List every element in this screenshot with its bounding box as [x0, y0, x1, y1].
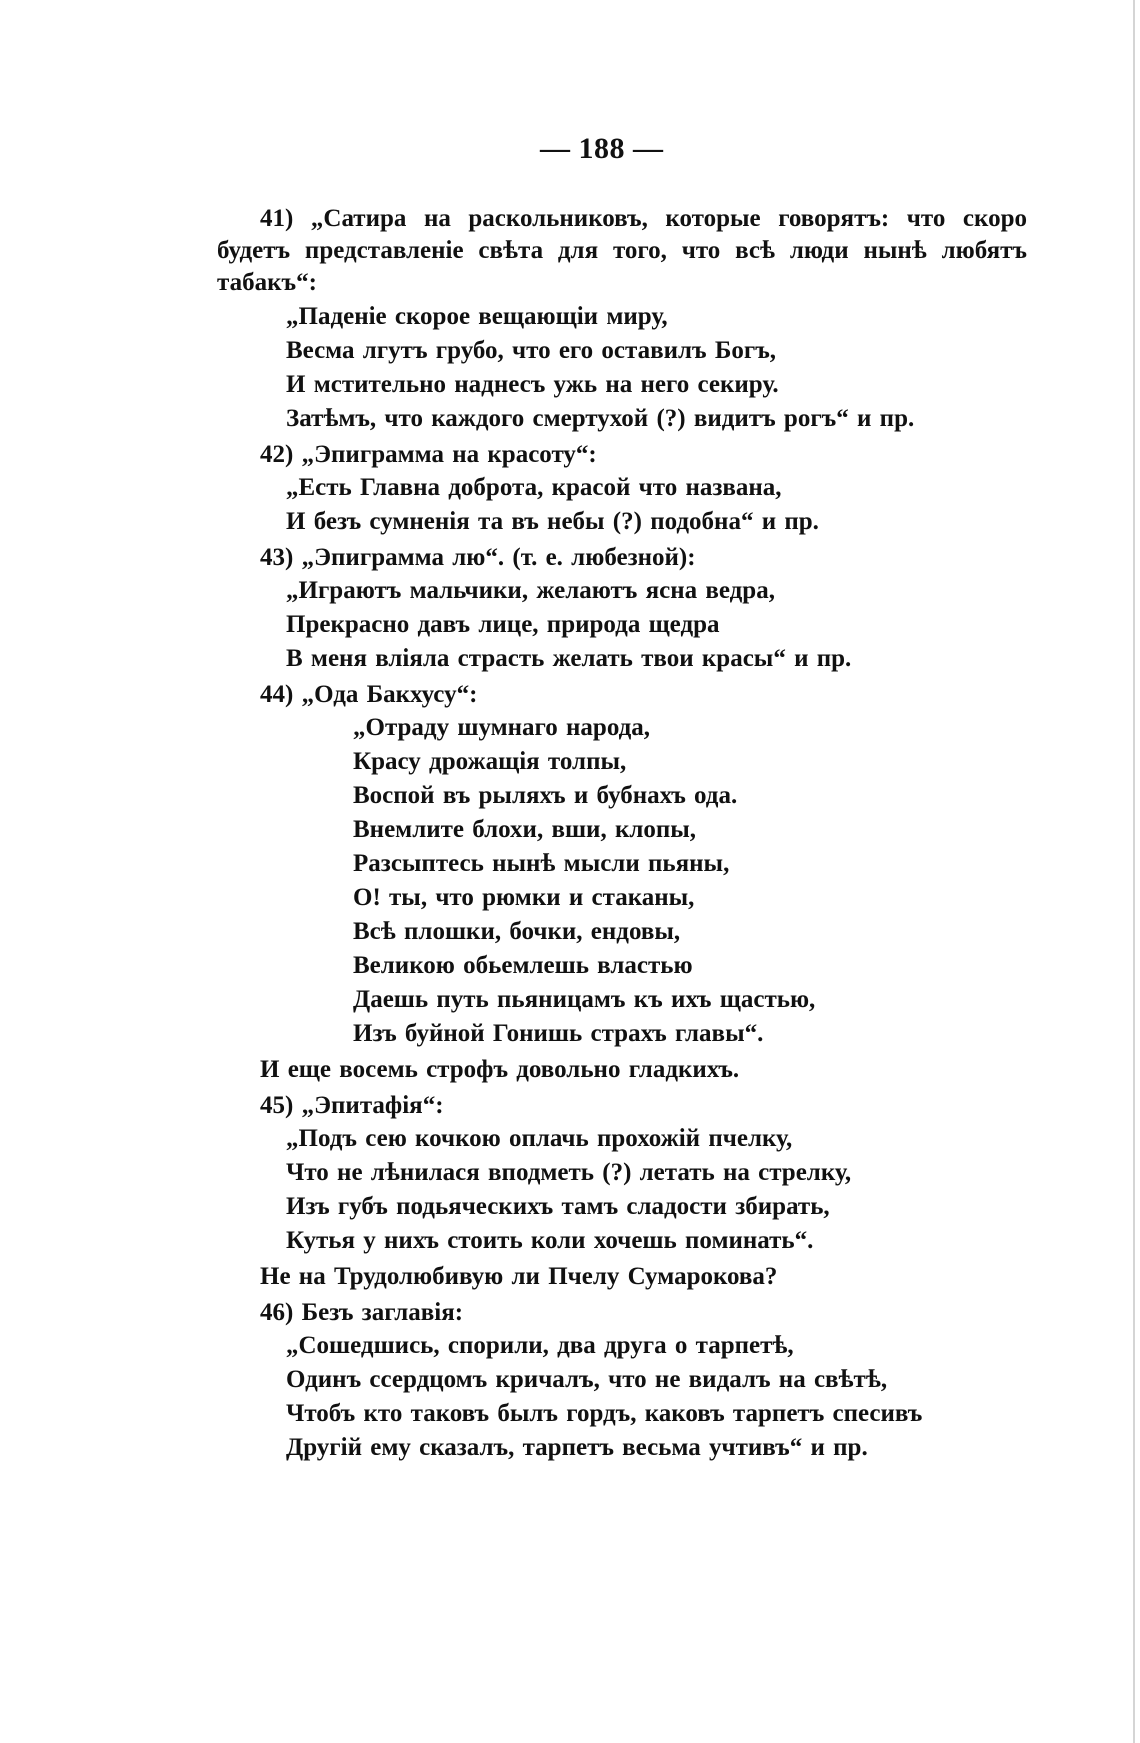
- verse-41-line-1: „Паденіе скорое вещающіи миру,: [286, 303, 668, 330]
- verse-45-line-2: Что не лѣнилася вподметь (?) летать на стрелку,: [286, 1159, 852, 1186]
- entry-44-comment: И еще восемь строфъ довольно гладкихъ.: [260, 1056, 740, 1083]
- page-number: — 188 —: [540, 132, 664, 165]
- entry-44-heading: 44) „Ода Бакхусу“:: [260, 681, 478, 708]
- verse-44-line-5: Разсыптесь нынѣ мысли пьяны,: [353, 850, 730, 877]
- verse-44-line-6: О! ты, что рюмки и стаканы,: [353, 884, 695, 911]
- entry-41-line-2: будетъ представленіе свѣта для того, что всѣ люди нынѣ любятъ: [217, 237, 1027, 264]
- verse-41-line-3: И мстительно наднесъ ужь на него секиру.: [286, 371, 779, 398]
- verse-46-line-3: Чтобъ кто таковъ былъ гордъ, каковъ тарпетъ спесивъ: [286, 1400, 923, 1427]
- verse-41-line-4: Затѣмъ, что каждого смертухой (?) видитъ рогъ“ и пр.: [286, 405, 915, 432]
- verse-44-line-2: Красу дрожащія толпы,: [353, 748, 627, 775]
- entry-42-heading: 42) „Эпиграмма на красоту“:: [260, 441, 597, 468]
- entry-45-comment: Не на Трудолюбивую ли Пчелу Сумарокова?: [260, 1263, 778, 1290]
- entry-41-line-3: табакъ“:: [217, 269, 317, 296]
- verse-44-line-3: Воспой въ рыляхъ и бубнахъ ода.: [353, 782, 738, 809]
- verse-44-line-10: Изъ буйной Гонишь страхъ главы“.: [353, 1020, 764, 1047]
- verse-45-line-4: Кутья у нихъ стоить коли хочешь поминать“.: [286, 1227, 814, 1254]
- verse-45-line-3: Изъ губъ подьяческихъ тамъ сладости збирать,: [286, 1193, 830, 1220]
- verse-44-line-1: „Отраду шумнаго народа,: [353, 714, 651, 741]
- verse-44-line-8: Великою обьемлешь властью: [353, 952, 693, 979]
- verse-43-line-1: „Играютъ мальчики, желаютъ ясна ведра,: [286, 577, 775, 604]
- verse-44-line-9: Даешь путь пьяницамъ къ ихъ щастью,: [353, 986, 816, 1013]
- verse-46-line-1: „Сошедшись, спорили, два друга о тарпетѣ,: [286, 1332, 794, 1359]
- verse-43-line-2: Прекрасно давъ лице, природа щедра: [286, 611, 720, 638]
- page-edge-line: [1133, 0, 1135, 1743]
- verse-42-line-1: „Есть Главна доброта, красой что названа,: [286, 474, 782, 501]
- verse-46-line-2: Одинъ ссердцомъ кричалъ, что не видалъ на свѣтѣ,: [286, 1366, 888, 1393]
- verse-41-line-2: Весма лгутъ грубо, что его оставилъ Богъ,: [286, 337, 777, 364]
- verse-46-line-4: Другій ему сказалъ, тарпетъ весьма учтивъ“ и пр.: [286, 1434, 868, 1461]
- verse-44-line-7: Всѣ плошки, бочки, ендовы,: [353, 918, 681, 945]
- entry-41-line-1: 41) „Сатира на раскольниковъ, которые говорятъ: что скоро: [260, 205, 1027, 232]
- verse-43-line-3: В меня вліяла страсть желать твои красы“ и пр.: [286, 645, 852, 672]
- entry-46-heading: 46) Безъ заглавія:: [260, 1299, 464, 1326]
- verse-42-line-2: И безъ сумненія та въ небы (?) подобна“ и пр.: [286, 508, 819, 535]
- verse-45-line-1: „Подъ сею кочкою оплачь прохожій пчелку,: [286, 1125, 793, 1152]
- verse-44-line-4: Внемлите блохи, вши, клопы,: [353, 816, 697, 843]
- entry-43-heading: 43) „Эпиграмма лю“. (т. е. любезной):: [260, 544, 696, 571]
- entry-45-heading: 45) „Эпитафія“:: [260, 1092, 444, 1119]
